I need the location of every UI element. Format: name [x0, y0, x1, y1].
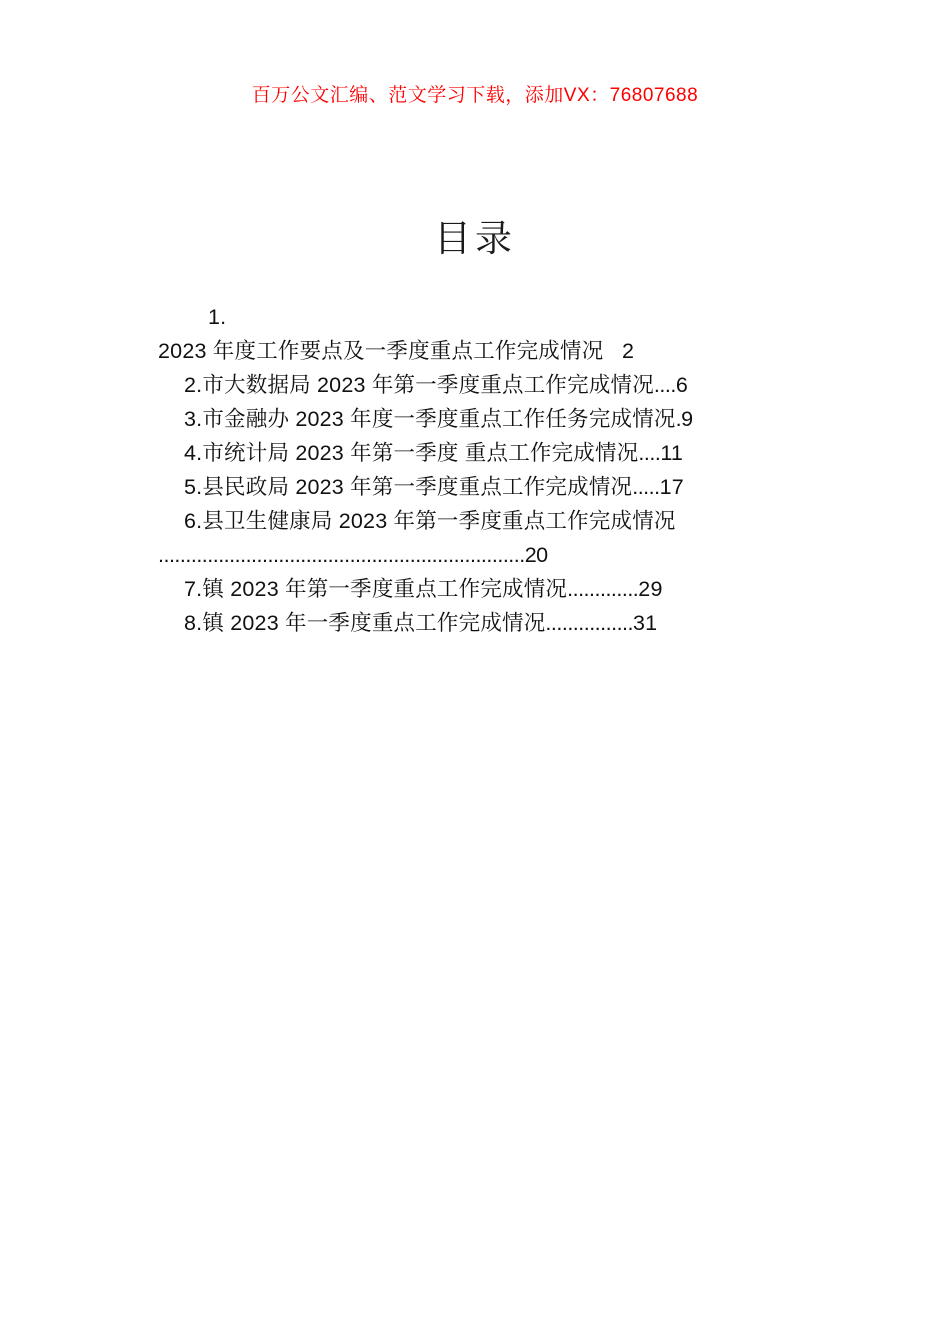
- toc-entry-page: 2: [621, 339, 635, 363]
- toc-entry[interactable]: [158, 402, 818, 436]
- toc-entry-page: 11: [660, 441, 684, 465]
- toc-entry[interactable]: [158, 572, 818, 606]
- toc-entry[interactable]: [158, 300, 818, 368]
- toc-entry-number: 4.: [184, 441, 203, 465]
- toc-entry-label: 2023 年度工作要点及一季度重点工作完成情况: [158, 339, 604, 363]
- toc-entry[interactable]: [158, 606, 818, 640]
- toc-entry-label: 镇 2023 年一季度重点工作完成情况: [202, 611, 546, 635]
- toc-entry[interactable]: [158, 436, 818, 470]
- toc-entry-page: 31: [633, 611, 658, 635]
- toc-entry-label: 县卫生健康局 2023 年第一季度重点工作完成情况: [202, 509, 676, 533]
- toc-entry-number: 1.: [208, 305, 227, 329]
- page-title: 目录: [434, 218, 516, 259]
- toc-entry-page: 9: [681, 407, 694, 431]
- toc-entry-leader: ................: [545, 611, 633, 635]
- toc-entry-number: 7.: [184, 577, 203, 601]
- toc-entry-page: 29: [638, 577, 663, 601]
- table-of-contents: [158, 300, 818, 640]
- toc-entry-leader: .....: [632, 475, 660, 499]
- toc-entry-page: 17: [659, 475, 684, 499]
- toc-entry-number: 8.: [184, 611, 203, 635]
- toc-entry[interactable]: [158, 368, 818, 402]
- toc-entry[interactable]: [158, 470, 818, 504]
- toc-entry-label: 镇 2023 年第一季度重点工作完成情况: [202, 577, 568, 601]
- watermark-text: 百万公文汇编、范文学习下载，添加VX：76807688: [251, 85, 699, 106]
- toc-entry-number: 6.: [184, 509, 203, 533]
- toc-entry-label: 市统计局 2023 年第一季度 重点工作完成情况: [202, 441, 639, 465]
- toc-entry-leader: .............: [567, 577, 639, 601]
- toc-entry-leader: .: [675, 407, 682, 431]
- toc-entry-number: 3.: [184, 407, 203, 431]
- toc-entry-label: 市大数据局 2023 年第一季度重点工作完成情况: [202, 373, 654, 397]
- toc-entry-label: 县民政局 2023 年第一季度重点工作完成情况: [202, 475, 633, 499]
- toc-entry-leader: ...................................................................: [158, 543, 525, 567]
- toc-entry-number: 2.: [184, 373, 203, 397]
- toc-entry-leader: ....: [638, 441, 661, 465]
- toc-entry-label: 市金融办 2023 年度一季度重点工作任务完成情况: [202, 407, 676, 431]
- toc-entry-page: 6: [675, 373, 688, 397]
- toc-entry-page: 20: [524, 543, 548, 567]
- toc-entry[interactable]: [158, 504, 818, 572]
- toc-entry-leader: ....: [653, 373, 676, 397]
- toc-entry-number: 5.: [184, 475, 203, 499]
